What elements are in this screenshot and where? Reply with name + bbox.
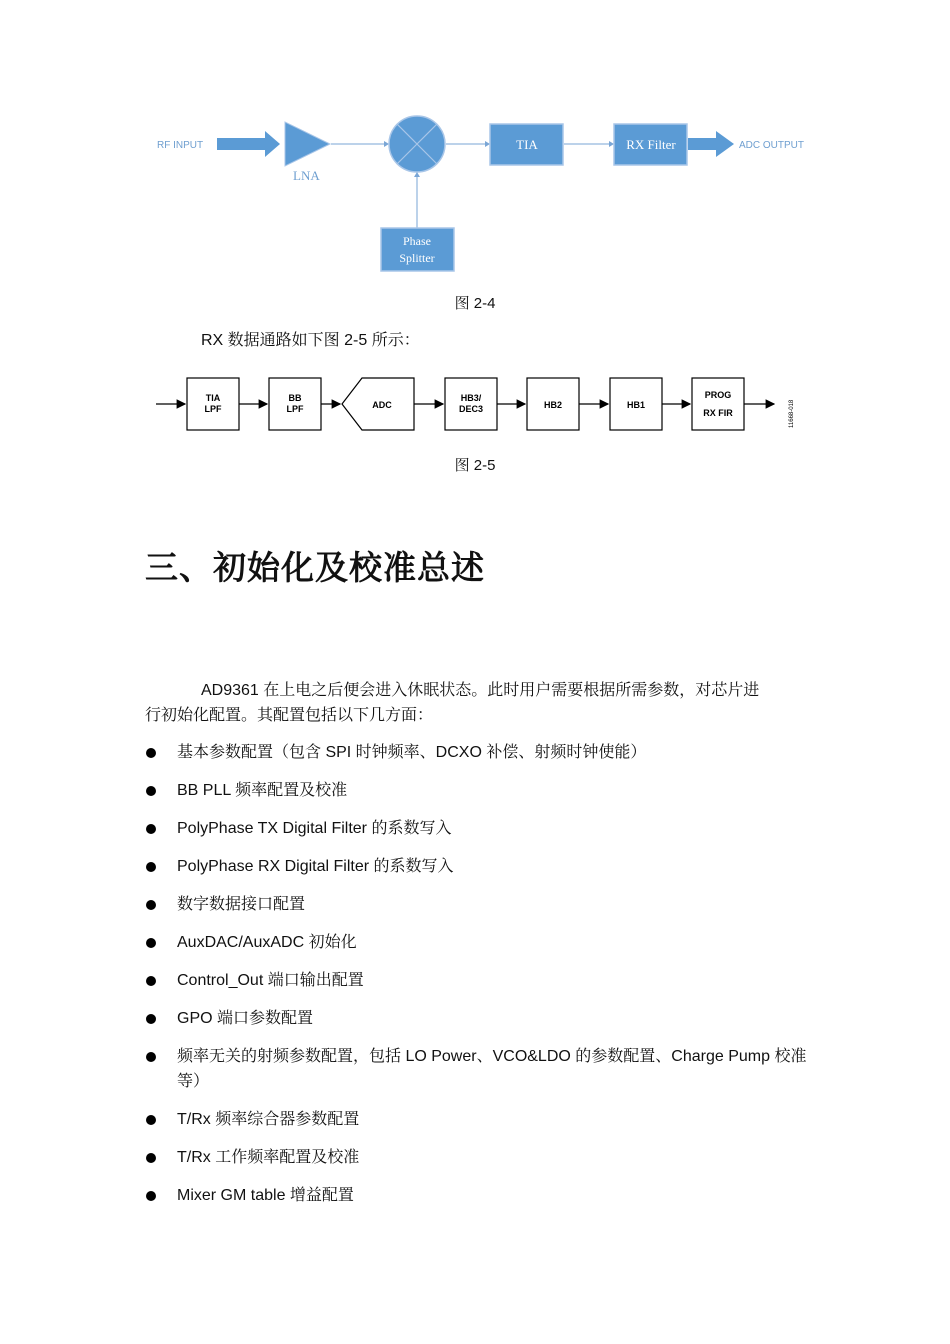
bullet-text: Mixer GM table 增益配置	[177, 1187, 354, 1204]
rf-input-arrow	[217, 131, 280, 157]
hb2-label: HB2	[543, 400, 563, 410]
lna-label: LNA	[293, 168, 320, 183]
bullet-item	[145, 1107, 815, 1132]
figure-2-4-diagram	[0, 0, 950, 290]
rx-filter-block-label: RX Filter	[626, 137, 676, 152]
bullet-text: PolyPhase TX Digital Filter 的系数写入	[177, 820, 452, 837]
bb-lpf-label-2: LPF	[286, 404, 304, 414]
phase-splitter-label-line1: Phase	[403, 234, 431, 248]
prog-label-2: RX FIR	[703, 408, 733, 418]
adc-output-arrow	[688, 131, 734, 157]
phase-splitter-label-line2: Splitter	[399, 251, 435, 265]
bullet-dot-icon	[146, 1115, 156, 1125]
bullet-text: AuxDAC/AuxADC 初始化	[177, 934, 357, 951]
bullet-dot-icon	[146, 1153, 156, 1163]
rf-input-label: RF INPUT	[157, 140, 204, 151]
hb3-label-2: DEC3	[458, 404, 484, 414]
figure-2-5-diagram	[0, 360, 950, 450]
bullet-item	[145, 854, 815, 879]
bullet-item	[145, 1183, 815, 1208]
rx-datapath-intro: RX 数据通路如下图 2-5 所示：	[201, 332, 420, 349]
adc-label: ADC	[372, 400, 392, 410]
figure-2-4-caption: 图 2-4	[454, 295, 496, 312]
bullet-item	[145, 1145, 815, 1170]
intro-paragraph	[145, 678, 815, 728]
bullet-dot-icon	[146, 976, 156, 986]
bullet-item	[145, 968, 815, 993]
bullet-dot-icon	[146, 786, 156, 796]
bullet-item	[145, 1044, 815, 1094]
bullet-item	[145, 892, 815, 917]
bullet-item	[145, 1006, 815, 1031]
bullet-dot-icon	[146, 824, 156, 834]
figure-code: 11668-018	[789, 399, 795, 428]
bullet-text: PolyPhase RX Digital Filter 的系数写入	[177, 858, 454, 875]
bb-lpf-label-1: BB	[288, 393, 302, 403]
hb3-label-1: HB3/	[460, 393, 482, 403]
lna-amplifier-symbol	[285, 122, 330, 166]
figure-2-5-caption: 图 2-5	[454, 457, 496, 474]
bullet-dot-icon	[146, 1014, 156, 1024]
bullet-text: T/Rx 工作频率配置及校准	[177, 1149, 360, 1166]
mixer-symbol	[389, 116, 445, 172]
prog-label-1: PROG	[704, 390, 732, 400]
bullet-item	[145, 778, 815, 803]
prog-rx-fir-block	[692, 378, 744, 430]
tia-lpf-label-1: TIA	[205, 393, 221, 403]
intro-paragraph-line2: 行初始化配置。其配置包括以下几方面：	[145, 707, 434, 724]
bullet-dot-icon	[146, 938, 156, 948]
tia-lpf-label-2: LPF	[204, 404, 222, 414]
bullet-text: BB PLL 频率配置及校准	[177, 782, 348, 799]
bullet-dot-icon	[146, 900, 156, 910]
bullet-text: T/Rx 频率综合器参数配置	[177, 1111, 360, 1128]
bullet-text: 频率无关的射频参数配置，包括 LO Power、VCO&LDO 的参数配置、Charge Pump 校准等）	[177, 1048, 807, 1090]
hb1-label: HB1	[626, 400, 646, 410]
bullet-text: 基本参数配置（包含 SPI 时钟频率、DCXO 补偿、射频时钟使能）	[177, 744, 647, 761]
bullet-text: Control_Out 端口输出配置	[177, 972, 364, 989]
bullet-text: GPO 端口参数配置	[177, 1010, 314, 1027]
bullet-text: 数字数据接口配置	[177, 896, 306, 913]
bullet-item	[145, 930, 815, 955]
bullet-dot-icon	[146, 862, 156, 872]
bullet-dot-icon	[146, 1191, 156, 1201]
bullet-dot-icon	[146, 1052, 156, 1062]
tia-block-label: TIA	[516, 137, 538, 152]
bullet-item	[145, 816, 815, 841]
bullet-item	[145, 740, 815, 765]
intro-paragraph-line1: AD9361 在上电之后便会进入休眠状态。此时用户需要根据所需参数，对芯片进	[201, 682, 760, 699]
adc-output-label: ADC OUTPUT	[739, 140, 804, 151]
config-bullet-list	[145, 740, 815, 1221]
bullet-dot-icon	[146, 748, 156, 758]
section-heading: 三、初始化及校准总述	[145, 549, 485, 586]
